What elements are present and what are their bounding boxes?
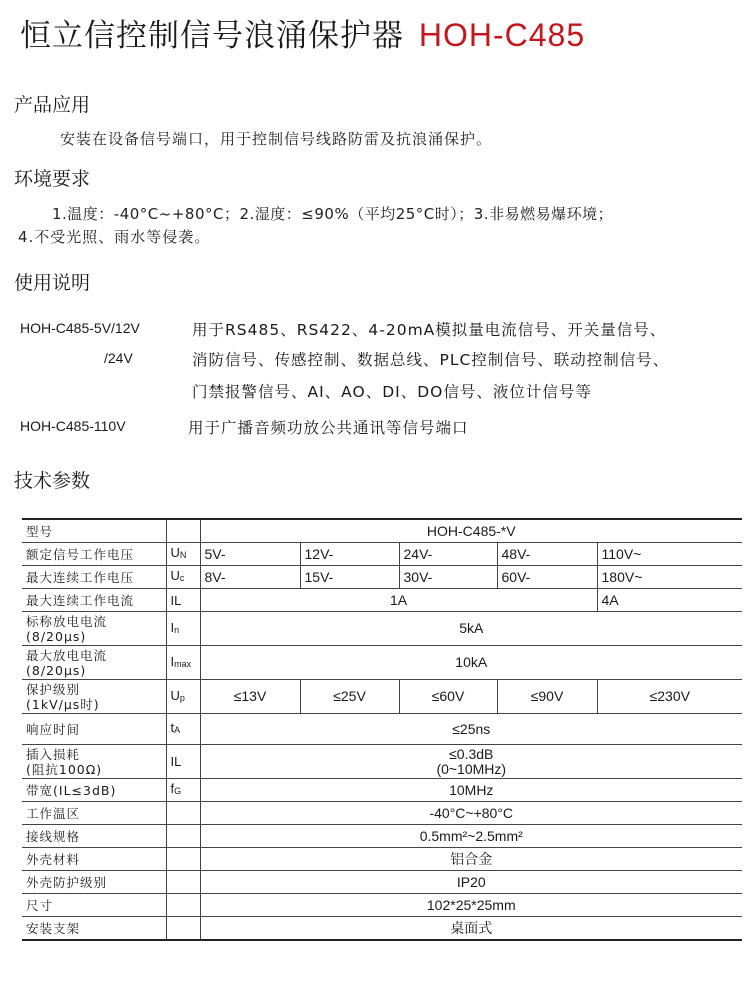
table-cell: ≤13V	[200, 680, 300, 714]
table-row	[22, 680, 742, 714]
empty-cell	[166, 848, 200, 871]
title-text: 恒立信控制信号浪涌保护器	[20, 18, 404, 54]
heading-application: 产品应用	[14, 94, 91, 116]
table-cell: 5V-	[200, 543, 300, 566]
table-cell: 110V~	[597, 543, 742, 566]
table-row	[22, 802, 742, 825]
table-cell: 180V~	[597, 566, 742, 589]
table-row	[22, 917, 742, 941]
uc-symbol: $U_c$	[166, 566, 200, 589]
application-text: 安装在设备信号端口，用于控制信号线路防雷及抗浪涌保护。	[60, 130, 493, 148]
table-row	[22, 589, 742, 612]
up-symbol: $U_p$	[166, 680, 200, 714]
in-label: 标称放电电流 (8/20μs)	[22, 612, 166, 646]
table-row	[22, 825, 742, 848]
table-cell: 1A	[200, 589, 597, 612]
table-cell: 60V-	[497, 566, 597, 589]
product-model: HOH-C485	[418, 17, 586, 53]
size-label: 尺寸	[22, 894, 166, 917]
usage-line: 门禁报警信号、AI、AO、DI、DO信号、液位计信号等	[192, 383, 592, 401]
wire-label: 接线规格	[22, 825, 166, 848]
temp-label: 工作温区	[22, 802, 166, 825]
table-row	[22, 519, 742, 543]
un-symbol: $U_N$	[166, 543, 200, 566]
usage-line: 消防信号、传感控制、数据总线、PLC控制信号、联动控制信号、	[192, 351, 670, 369]
il-label: 最大连续工作电流	[22, 589, 166, 612]
heading-specs: 技术参数	[14, 470, 91, 492]
table-row	[22, 745, 742, 779]
table-cell: 10MHz	[200, 779, 742, 802]
empty-cell	[166, 802, 200, 825]
shell-label: 外壳材料	[22, 848, 166, 871]
in-symbol: $I_n$	[166, 612, 200, 646]
heading-usage: 使用说明	[14, 272, 91, 294]
model-label: 型号	[22, 519, 166, 543]
empty-cell	[166, 871, 200, 894]
uc-label: 最大连续工作电压	[22, 566, 166, 589]
table-cell: 15V-	[300, 566, 399, 589]
ip-label: 外壳防护级别	[22, 871, 166, 894]
table-cell: 102*25*25mm	[200, 894, 742, 917]
table-row	[22, 848, 742, 871]
table-cell: IP20	[200, 871, 742, 894]
table-cell: ≤60V	[399, 680, 497, 714]
heading-environment: 环境要求	[14, 168, 91, 190]
empty-cell	[166, 917, 200, 941]
empty-cell	[166, 894, 200, 917]
usage-line: 用于RS485、RS422、4-20mA模拟量电流信号、开关量信号、	[192, 321, 667, 339]
usage-model-2: HOH-C485-110V	[20, 418, 126, 434]
model-value: HOH-C485-*V	[200, 519, 742, 543]
up-label: 保护级别 (1kV/μs时)	[22, 680, 166, 714]
table-row	[22, 612, 742, 646]
table-cell: 12V-	[300, 543, 399, 566]
empty-cell	[166, 519, 200, 543]
environment-line-2: 4.不受光照、雨水等侵袭。	[18, 228, 211, 246]
table-cell: 8V-	[200, 566, 300, 589]
spec-table	[22, 518, 742, 941]
table-cell: ≤25ns	[200, 714, 742, 745]
un-label: 额定信号工作电压	[22, 543, 166, 566]
mount-label: 安装支架	[22, 917, 166, 941]
loss-label: 插入损耗 (阻抗100Ω)	[22, 745, 166, 779]
table-cell: ≤230V	[597, 680, 742, 714]
usage-model-1: HOH-C485-5V/12V	[20, 320, 140, 336]
usage-line: 用于广播音频功放公共通讯等信号端口	[188, 419, 469, 437]
table-cell: ≤0.3dB (0~10MHz)	[200, 745, 742, 779]
empty-cell	[166, 825, 200, 848]
bw-label: 带宽(IL≤3dB)	[22, 779, 166, 802]
page-title	[20, 10, 585, 55]
table-cell: ≤25V	[300, 680, 399, 714]
table-cell: 5kA	[200, 612, 742, 646]
bw-symbol: $f_G$	[166, 779, 200, 802]
table-cell: 10kA	[200, 646, 742, 680]
table-row	[22, 871, 742, 894]
table-row	[22, 894, 742, 917]
table-cell: 桌面式	[200, 917, 742, 941]
table-cell: 4A	[597, 589, 742, 612]
table-cell: 48V-	[497, 543, 597, 566]
table-cell: 铝合金	[200, 848, 742, 871]
environment-line-1: 1.温度：-40°C~+80°C；2.湿度：≤90%（平均25°C时）；3.非易燃易爆环境；	[52, 205, 614, 223]
ta-symbol: $t_A$	[166, 714, 200, 745]
imax-label: 最大放电电流 (8/20μs)	[22, 646, 166, 680]
table-row	[22, 566, 742, 589]
imax-symbol: $I_{max}$	[166, 646, 200, 680]
table-row	[22, 646, 742, 680]
ta-label: 响应时间	[22, 714, 166, 745]
table-cell: -40°C~+80°C	[200, 802, 742, 825]
table-cell: 0.5mm²~2.5mm²	[200, 825, 742, 848]
table-cell: ≤90V	[497, 680, 597, 714]
table-cell: 30V-	[399, 566, 497, 589]
il-symbol: IL	[166, 589, 200, 612]
table-row	[22, 779, 742, 802]
table-cell: 24V-	[399, 543, 497, 566]
usage-model-1-cont: /24V	[104, 350, 133, 366]
table-row	[22, 714, 742, 745]
table-row	[22, 543, 742, 566]
loss-symbol: IL	[166, 745, 200, 779]
